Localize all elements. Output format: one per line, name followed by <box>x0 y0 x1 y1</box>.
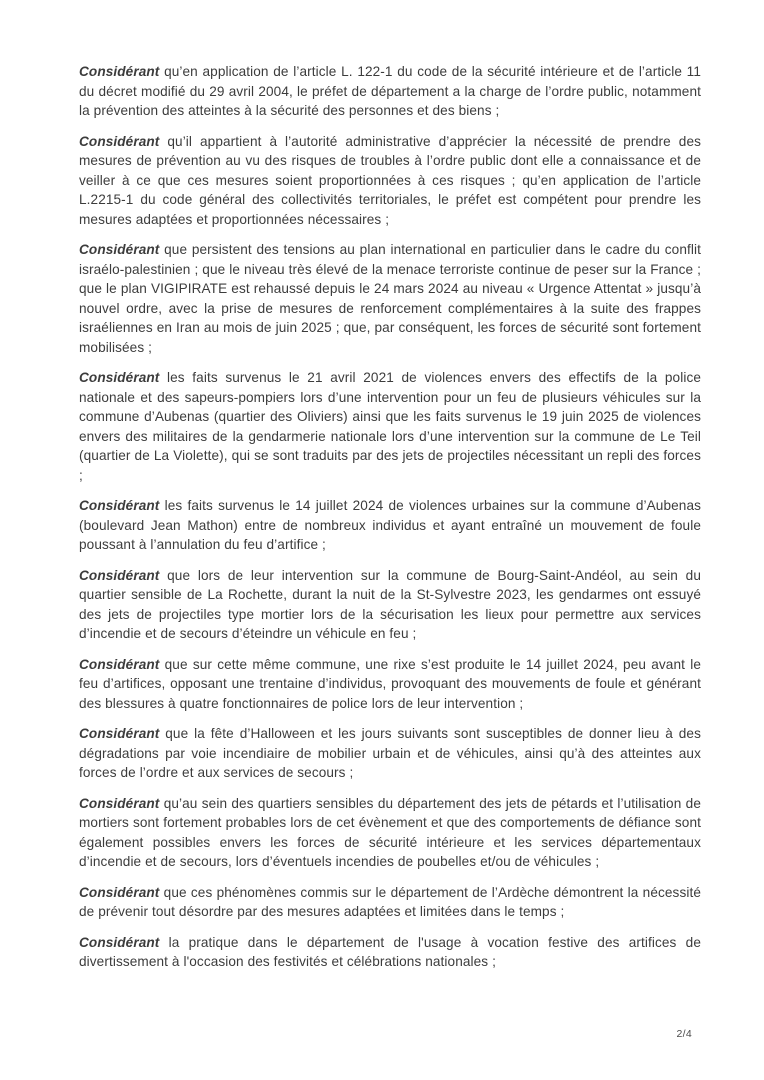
paragraph-lead: Considérant <box>79 242 160 257</box>
paragraph-lead: Considérant <box>79 656 160 672</box>
considerant-paragraph <box>79 566 701 644</box>
considerant-paragraph <box>79 724 701 783</box>
paragraph-text: les faits survenus le 14 juillet 2024 de violences urbaines sur la commune d’Aubenas (boulevard Jean Mathon) entre de nombreux individus et ayant entraîné un mouvement de foule poussant à l’annulation du feu d’artifice ; <box>79 498 701 552</box>
page-number: 2/4 <box>676 1028 692 1040</box>
paragraph-text: que sur cette même commune, une rixe s’est produite le 14 juillet 2024, peu avant le feu d’artifices, opposant une trentaine d’individus, provoquant des mouvements de foule et générant des blessures à quatre fonctionnaires de police lors de leur intervention ; <box>79 656 701 711</box>
paragraph-lead: Considérant <box>79 64 160 79</box>
paragraph-text: que lors de leur intervention sur la commune de Bourg-Saint-Andéol, au sein du quartier sensible de La Rochette, durant la nuit de la St-Sylvestre 2023, les gendarmes ont essuyé des jets de projectiles type mortier lors de la sécurisation les lieux pour permettre aux services d’incendie et de secours d’éteindre un véhicule en feu ; <box>79 567 701 641</box>
paragraph-lead: Considérant <box>79 934 160 950</box>
considerant-paragraph <box>79 655 701 714</box>
considerant-paragraph <box>79 132 701 230</box>
considerant-paragraph <box>79 368 701 485</box>
paragraph-text: que ces phénomènes commis sur le département de l’Ardèche démontrent la nécessité de prévenir tout désordre par des mesures adaptées et limitées dans le temps ; <box>79 884 701 919</box>
considerant-paragraph <box>79 794 701 872</box>
paragraph-lead: Considérant <box>79 726 160 741</box>
paragraph-text: que la fête d’Halloween et les jours suivants sont susceptibles de donner lieu à des dégradations par voie incendiaire de mobilier urbain et de véhicules, ainsi qu’à des atteintes aux forces de l’ordre et aux services de secours ; <box>79 726 701 780</box>
paragraph-lead: Considérant <box>79 567 160 583</box>
paragraph-lead: Considérant <box>79 370 160 385</box>
considerant-paragraph <box>79 240 701 357</box>
paragraph-text: qu’au sein des quartiers sensibles du département des jets de pétards et l’utilisation de mortiers sont fortement probables lors de cet évènement et que des comportements de défiance sont également possibles envers les forces de sécurité intérieure et les services départementaux d’incendie et de secours, lors d’éventuels incendies de poubelles et/ou de véhicules ; <box>79 795 701 869</box>
paragraph-text: la pratique dans le département de l'usage à vocation festive des artifices de divertissement à l'occasion des festivités et célébrations nationales ; <box>79 934 701 969</box>
considerant-paragraph <box>79 496 701 555</box>
considerant-paragraph <box>79 933 701 972</box>
considerant-paragraph <box>79 883 701 922</box>
paragraph-text: les faits survenus le 21 avril 2021 de violences envers des effectifs de la police nationale et des sapeurs-pompiers lors d’une intervention pour un feu de plusieurs véhicules sur la commune d’Aubenas (quartier des Oliviers) ainsi que les faits survenus le 19 juin 2025 de violences envers des militaires de la gendarmerie nationale lors d’une intervention sur la commune de Le Teil (quartier de La Violette), qui se sont traduits par des jets de projectiles nécessitant un repli des forces ; <box>79 370 701 483</box>
considerant-paragraph <box>79 62 701 121</box>
recitals-text-block <box>79 62 701 983</box>
paragraph-text: qu’il appartient à l’autorité administrative d’apprécier la nécessité de prendre des mesures de prévention au vu des risques de troubles à l’ordre public dont elle a connaissance et de veiller à ce que ces mesures soient proportionnées à ces risques ; qu’en application de l’article L.2215-1 du code général des collectivités territoriales, le préfet est compétent pour prendre les mesures adaptées et proportionnées nécessaires ; <box>79 133 701 227</box>
paragraph-lead: Considérant <box>79 498 160 513</box>
paragraph-text: que persistent des tensions au plan international en particulier dans le cadre du conflit israélo-palestinien ; que le niveau très élevé de la menace terroriste continue de peser sur la France ; que le plan VIGIPIRATE est rehaussé depuis le 24 mars 2024 au niveau « Urgence Attentat » jusqu’à nouvel ordre, avec la prise de mesures de renforcement complémentaires à la suite des frappes israéliennes en Iran au mois de juin 2025 ; que, par conséquent, les forces de sécurité sont fortement mobilisées ; <box>79 242 701 355</box>
paragraph-lead: Considérant <box>79 884 160 900</box>
paragraph-lead: Considérant <box>79 133 160 149</box>
paragraph-lead: Considérant <box>79 795 160 811</box>
paragraph-text: qu’en application de l’article L. 122-1 du code de la sécurité intérieure et de l’article 11 du décret modifié du 29 avril 2004, le préfet de département a la charge de l’ordre public, notamment la prévention des atteintes à la sécurité des personnes et des biens ; <box>79 64 701 118</box>
